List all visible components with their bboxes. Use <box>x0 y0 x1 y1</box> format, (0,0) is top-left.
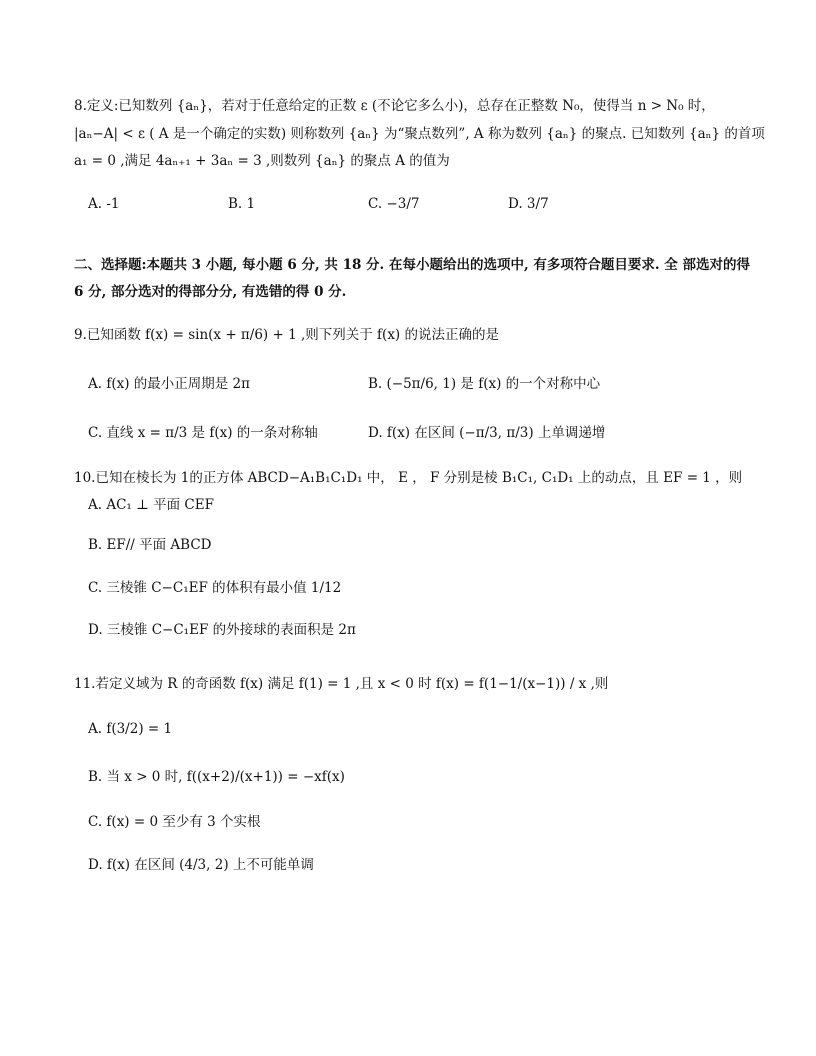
q8-option-d: D. 3/7 <box>508 196 549 212</box>
q8-option-a: A. -1 <box>88 196 120 212</box>
q9-option-c: C. 直线 x = π/3 是 f(x) 的一条对称轴 <box>88 425 318 441</box>
q9-option-a: A. f(x) 的最小正周期是 2π <box>88 376 251 392</box>
q11-option-c: C. f(x) = 0 至少有 3 个实根 <box>88 814 261 830</box>
q11-option-d: D. f(x) 在区间 (4/3, 2) 上不可能单调 <box>88 857 314 873</box>
q10-option-d: D. 三棱锥 C−C₁EF 的外接球的表面积是 2π <box>88 622 356 638</box>
q10-option-b: B. EF// 平面 ABCD <box>88 537 212 553</box>
q10-stem: 10.已知在棱长为 1的正方体 ABCD−A₁B₁C₁D₁ 中， E ， F 分别是棱 B₁C₁, C₁D₁ 上的动点，且 EF = 1 ，则 <box>74 470 743 486</box>
q8-line3: a₁ = 0 ,满足 4aₙ₊₁ + 3aₙ = 3 ,则数列 {aₙ} 的聚点 A 的值为 <box>74 153 450 169</box>
q8-line2: |aₙ−A| < ε ( A 是一个确定的实数) 则称数列 {aₙ} 为“聚点数列”, A 称为数列 {aₙ} 的聚点. 已知数列 {aₙ} 的首项 <box>74 126 765 142</box>
q10-option-c: C. 三棱锥 C−C₁EF 的体积有最小值 1/12 <box>88 580 342 596</box>
q8-option-c: C. −3/7 <box>368 196 420 212</box>
q11-option-b: B. 当 x > 0 时, f((x+2)/(x+1)) = −xf(x) <box>88 769 345 785</box>
q9-stem: 9.已知函数 f(x) = sin(x + π/6) + 1 ,则下列关于 f(x) 的说法正确的是 <box>74 327 499 343</box>
section2-line1: 二、选择题:本题共 3 小题, 每小题 6 分, 共 18 分. 在每小题给出的选项中, 有多项符合题目要求. 全 部选对的得 <box>74 257 750 273</box>
section2-line2: 6 分, 部分选对的得部分分, 有选错的得 0 分. <box>74 284 347 300</box>
q8-line1: 8.定义:已知数列 {aₙ}，若对于任意给定的正数 ε (不论它多么小)，总存在正整数 N₀，使得当 n > N₀ 时， <box>74 98 715 114</box>
q11-stem: 11.若定义域为 R 的奇函数 f(x) 满足 f(1) = 1 ,且 x < 0 时 f(x) = f(1−1/(x−1)) / x ,则 <box>74 676 609 692</box>
q8-option-b: B. 1 <box>228 196 256 212</box>
q9-option-b: B. (−5π/6, 1) 是 f(x) 的一个对称中心 <box>368 376 601 392</box>
q11-option-a: A. f(3/2) = 1 <box>88 721 173 737</box>
q10-option-a: A. AC₁ ⊥ 平面 CEF <box>88 497 214 513</box>
q9-option-d: D. f(x) 在区间 (−π/3, π/3) 上单调递增 <box>368 425 606 441</box>
